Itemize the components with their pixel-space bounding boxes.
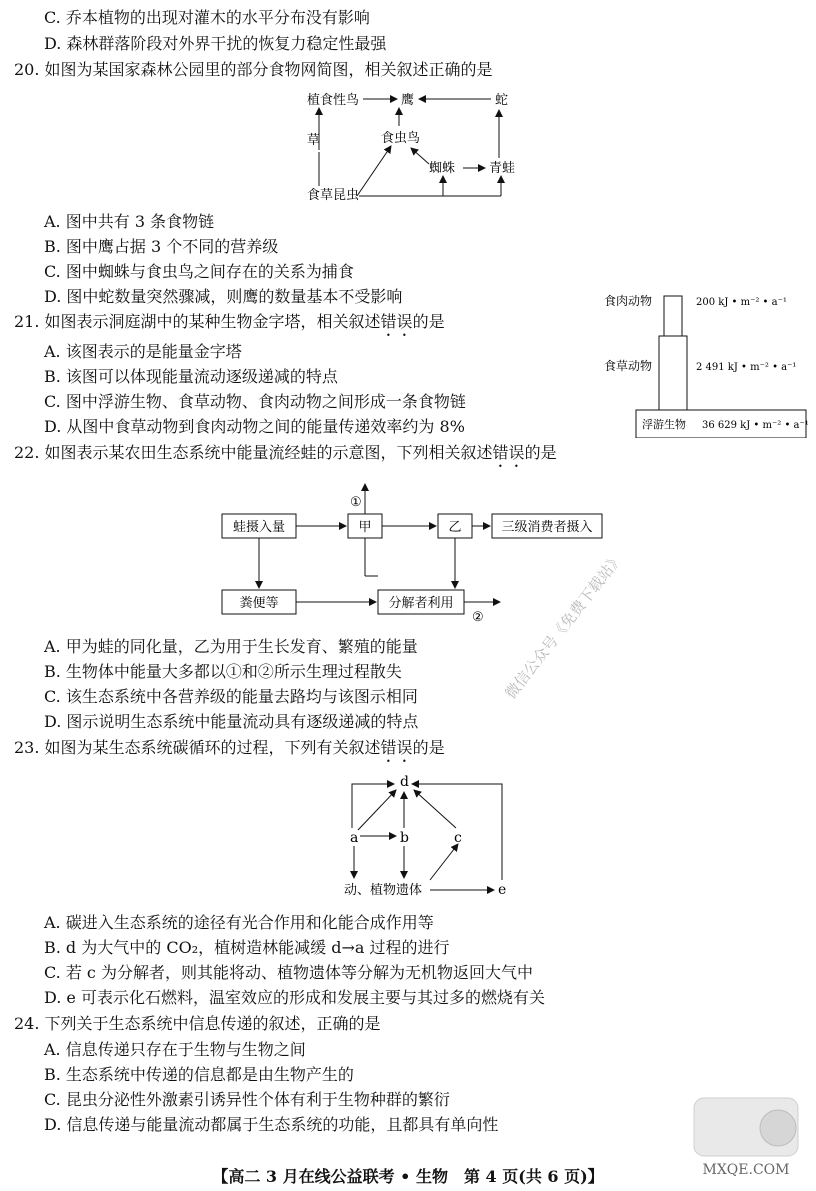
q24-option-b: B. 生态系统中传递的信息都是由生物产生的 (44, 1065, 354, 1084)
pyramid-value-herbivore: 2 491 kJ • m⁻² • a⁻¹ (696, 362, 797, 373)
node-remains: 动、植物遗体 (344, 883, 423, 898)
q20-stem: 20. 如图为某国家森林公园里的部分食物网简图，相关叙述正确的是 (14, 60, 493, 79)
q22-option-c: C. 该生态系统中各营养级的能量去路均与该图示相同 (44, 687, 418, 706)
node-snake: 蛇 (495, 93, 509, 108)
box-frog-intake: 蛙摄入量 (232, 520, 286, 535)
q24-option-a: A. 信息传递只存在于生物与生物之间 (44, 1040, 306, 1059)
node-a: a (350, 830, 359, 846)
carbon-cycle-diagram (340, 770, 520, 902)
pyramid-value-plankton: 36 629 kJ • m⁻² • a⁻¹ (702, 420, 809, 431)
q20-option-c: C. 图中蜘蛛与食虫鸟之间存在的关系为捕食 (44, 262, 354, 281)
q24-option-c: C. 昆虫分泌性外激素引诱异性个体有利于生物种群的繁衍 (44, 1090, 450, 1109)
box-feces: 粪便等 (239, 596, 279, 611)
node-c: c (454, 830, 462, 846)
q20-option-d: D. 图中蛇数量突然骤减，则鹰的数量基本不受影响 (44, 287, 403, 306)
q22-stem: 22. 如图表示某农田生态系统中能量流经蛙的示意图，下列相关叙述错误的是 (14, 443, 557, 462)
q21-option-a: A. 该图表示的是能量金字塔 (44, 342, 242, 361)
box-yi: 乙 (448, 520, 462, 535)
q23-option-d: D. e 可表示化石燃料，温室效应的形成和发展主要与其过多的燃烧有关 (44, 988, 545, 1007)
box-jia: 甲 (358, 520, 372, 535)
q20-option-a: A. 图中共有 3 条食物链 (44, 212, 215, 231)
q22-option-a: A. 甲为蛙的同化量，乙为用于生长发育、繁殖的能量 (44, 637, 418, 656)
logo-text: MXQE.COM (702, 1162, 790, 1178)
q23-option-c: C. 若 c 为分解者，则其能将动、植物遗体等分解为无机物返回大气中 (44, 963, 533, 982)
q19-option-d: D. 森林群落阶段对外界干扰的恢复力稳定性最强 (44, 34, 387, 53)
watermark: 微信公众号《免费下载站》 (501, 549, 627, 703)
q21-option-d: D. 从图中食草动物到食肉动物之间的能量传递效率约为 8% (44, 417, 465, 436)
box-decomposer: 分解者利用 (388, 596, 454, 611)
q23-option-a: A. 碳进入生态系统的途径有光合作用和化能合成作用等 (44, 913, 434, 932)
node-grass: 草 (307, 133, 321, 148)
food-web-diagram (295, 84, 535, 212)
q21-option-b: B. 该图可以体现能量流动逐级递减的特点 (44, 367, 338, 386)
q21-stem: 21. 如图表示洞庭湖中的某种生物金字塔，相关叙述错误的是 (14, 312, 445, 331)
node-insect: 食草昆虫 (307, 188, 360, 203)
node-b: b (400, 830, 409, 846)
node-frog: 青蛙 (489, 161, 516, 176)
pyramid-value-carnivore: 200 kJ • m⁻² • a⁻¹ (696, 297, 787, 308)
q22-option-b: B. 生物体中能量大多都以①和②所示生理过程散失 (44, 662, 402, 681)
q23-stem: 23. 如图为某生态系统碳循环的过程，下列有关叙述错误的是 (14, 738, 445, 757)
q20-option-b: B. 图中鹰占据 3 个不同的营养级 (44, 237, 279, 256)
page-footer: 【高二 3 月在线公益联考 • 生物 第 4 页(共 6 页)】 (212, 1167, 604, 1186)
q24-option-d: D. 信息传递与能量流动都属于生态系统的功能，且都具有单向性 (44, 1115, 499, 1134)
node-eagle: 鹰 (401, 93, 415, 108)
energy-pyramid (600, 288, 810, 438)
box-third-consumer: 三级消费者摄入 (501, 520, 593, 535)
pyramid-level-plankton: 浮游生物 (642, 418, 686, 431)
q19-option-c: C. 乔本植物的出现对灌木的水平分布没有影响 (44, 8, 370, 27)
pyramid-level-herbivore: 食草动物 (604, 359, 653, 373)
mark-2: ② (472, 610, 484, 625)
node-d: d (400, 774, 409, 790)
q24-stem: 24. 下列关于生态系统中信息传递的叙述，正确的是 (14, 1014, 381, 1033)
mark-1: ① (350, 495, 362, 510)
q21-option-c: C. 图中浮游生物、食草动物、食肉动物之间形成一条食物链 (44, 392, 466, 411)
q23-option-b: B. d 为大气中的 CO₂，植树造林能减缓 d→a 过程的进行 (44, 938, 450, 957)
q22-option-d: D. 图示说明生态系统中能量流动具有逐级递减的特点 (44, 712, 419, 731)
pyramid-level-carnivore: 食肉动物 (604, 294, 653, 308)
node-herb-bird: 植食性鸟 (307, 93, 360, 108)
energy-flow-diagram (216, 476, 616, 626)
node-spider: 蜘蛛 (429, 161, 456, 176)
node-e: e (498, 882, 507, 898)
node-insect-bird: 食虫鸟 (381, 131, 421, 146)
